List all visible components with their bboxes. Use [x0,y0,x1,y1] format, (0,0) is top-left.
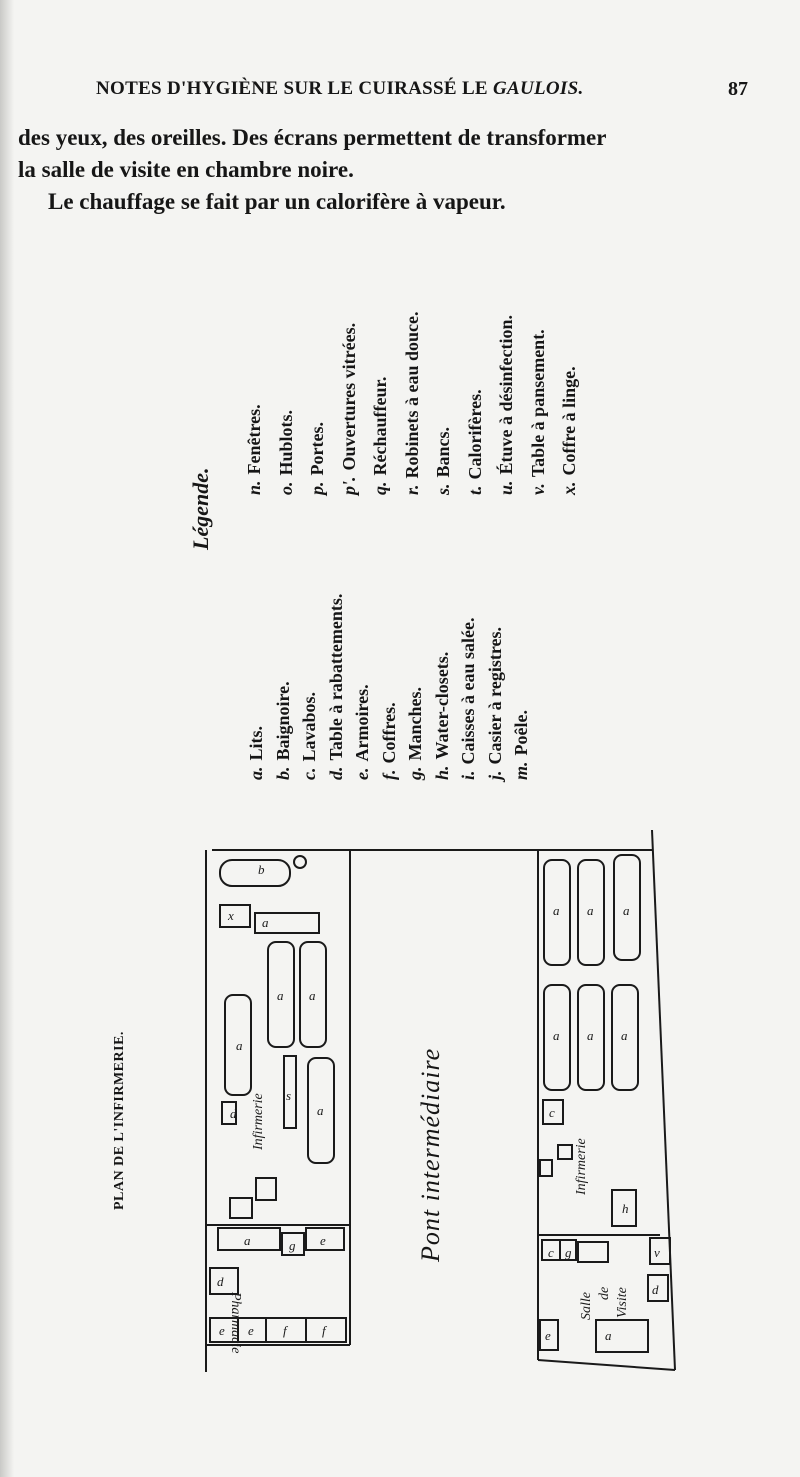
legend-label: Lavabos. [299,691,319,762]
de-label: de [597,1286,612,1300]
body-line-1: des yeux, des oreilles. Des écrans permettent de transformer [18,125,607,150]
svg-text:a: a [244,1233,251,1248]
infirmerie-right-label: Infirmerie [574,1138,589,1195]
legend-label: Poêle. [511,710,531,756]
legend-label: Calorifères. [464,389,485,480]
pont-label: Pont intermédiaire [416,1047,445,1262]
legend-key: i. [458,770,478,780]
legend-key: j. [484,770,505,780]
legend-label: Caisses à eau salée. [458,617,478,765]
legend-label: Coffres. [378,702,399,764]
svg-text:e: e [545,1328,551,1343]
legend-key: m. [511,761,531,780]
legend-key: x. [559,481,579,495]
legend-label: Water-closets. [431,651,452,760]
legend-label: Réchauffeur. [370,376,390,476]
legend-key: n. [244,480,264,495]
legend-label: Table à pansement. [527,329,548,478]
svg-text:a: a [236,1038,243,1053]
legend-key: p. [307,481,327,495]
svg-text:a: a [262,915,269,930]
body-line-2: la salle de visite en chambre noire. [18,157,354,182]
legend-label: Baignoire. [272,681,293,761]
legend-key: h. [431,765,452,780]
plan-title: PLAN DE L'INFIRMERIE. [112,1031,127,1210]
svg-text:a: a [587,903,594,918]
legend-label: Bancs. [433,426,453,478]
svg-text:e: e [248,1323,254,1338]
svg-text:a: a [553,1028,560,1043]
svg-text:b: b [258,862,265,877]
body-line-3: Le chauffage se fait par un calorifère à vapeur. [48,189,506,214]
svg-text:e: e [320,1233,326,1248]
legend-label: Armoires. [352,684,372,762]
legend-title: Légende. [188,467,213,550]
legend-key: s. [433,483,453,495]
svg-text:a: a [317,1103,324,1118]
legend-label: Lits. [246,725,266,761]
legend-label: Ouvertures vitrées. [338,322,359,471]
legend-key: o. [275,481,296,495]
svg-text:g: g [289,1238,296,1253]
legend-label: Portes. [307,422,327,476]
pharmacie-label: Pharmacie [228,1292,243,1354]
svg-text:a: a [309,988,316,1003]
svg-text:f: f [322,1323,326,1338]
legend-key: a. [246,766,266,780]
svg-text:a: a [277,988,284,1003]
svg-text:h: h [622,1201,629,1216]
visite-label: Visite [615,1287,630,1318]
legend-key: e. [352,767,372,780]
svg-text:x: x [228,908,234,923]
legend-key: c. [299,767,319,780]
running-head-text: NOTES D'HYGIÈNE SUR LE CUIRASSÉ LE [96,78,493,99]
legend-label: Fenêtres. [244,404,264,475]
svg-text:d: d [230,1106,237,1121]
legend-key: b. [272,766,293,780]
svg-text:a: a [587,1028,594,1043]
svg-text:a: a [623,903,630,918]
svg-text:v: v [654,1245,660,1260]
legend-label: Manches. [405,687,425,761]
ship-name: GAULOIS. [492,78,584,99]
svg-text:d: d [217,1274,224,1289]
infirmerie-left-label: Infirmerie [251,1093,266,1150]
legend-label: Casier à registres. [484,627,505,765]
svg-text:f: f [283,1323,287,1338]
legend-key: u. [496,480,516,495]
svg-text:c: c [548,1245,554,1260]
legend-key: f. [378,769,399,780]
legend-label: Table à rabattements. [325,593,346,761]
legend-label: Étuve à désinfection. [496,314,516,475]
legend-key: d. [325,766,346,780]
svg-text:a: a [553,903,560,918]
legend-key: t. [464,485,485,495]
svg-text:a: a [605,1328,612,1343]
legend-key: v. [527,483,548,495]
legend-key: r. [401,484,422,495]
legend-label: Coffre à linge. [559,366,579,476]
svg-text:d: d [652,1282,659,1297]
legend-key: p'. [338,476,359,495]
salle-label: Salle [579,1292,594,1320]
legend-label: Robinets à eau douce. [401,311,422,479]
legend-key: q. [370,481,390,495]
svg-text:e: e [219,1323,225,1338]
legend-label: Hublots. [275,409,296,476]
svg-text:a: a [621,1028,628,1043]
legend-key: g. [405,766,425,780]
svg-text:g: g [565,1245,572,1260]
svg-text:c: c [549,1105,555,1120]
page-number: 87 [728,78,748,100]
svg-text:s: s [286,1088,292,1103]
